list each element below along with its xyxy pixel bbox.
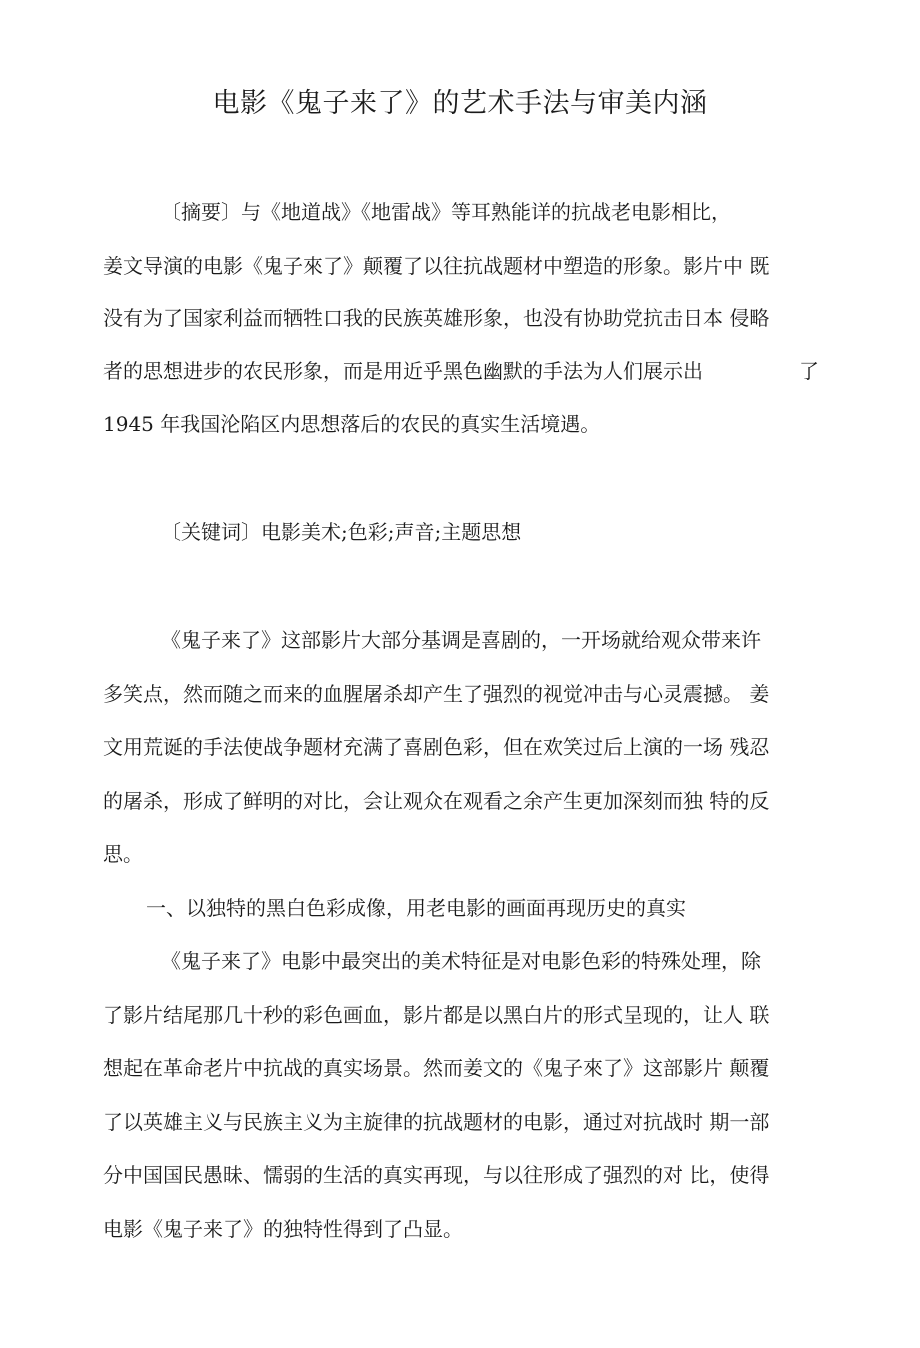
intro-line: 文用荒诞的手法使战争题材充满了喜剧色彩，但在欢笑过后上演的一场 残忍 <box>103 735 770 759</box>
abstract-line-tail: 了 <box>799 359 819 383</box>
abstract-line-text: 者的思想进步的农民形象，而是用近乎黑色幽默的手法为人们展示出 <box>103 359 703 383</box>
abstract-line: 〔摘要〕与《地道战》《地雷战》等耳熟能详的抗战老电影相比， <box>161 200 731 224</box>
intro-line: 的屠杀，形成了鲜明的对比，会让观众在观看之余产生更加深刻而独 特的反 <box>103 789 770 813</box>
document-title: 电影《鬼子来了》的艺术手法与审美内涵 <box>212 88 708 119</box>
keywords: 〔关键词〕电影美术;色彩;声音;主题思想 <box>161 520 522 544</box>
intro-line: 思。 <box>103 842 143 866</box>
section-body-line: 了影片结尾那几十秒的彩色画血，影片都是以黑白片的形式呈现的，让人 联 <box>103 1003 770 1027</box>
intro-line: 多笑点，然而随之而来的血腥屠杀却产生了强烈的视觉冲击与心灵震撼。 姜 <box>103 682 770 706</box>
abstract-line: 1945 年我国沦陷区内思想落后的农民的真实生活境遇。 <box>103 412 601 436</box>
intro-line: 《鬼子来了》这部影片大部分基调是喜剧的，一开场就给观众带来许 <box>161 628 761 652</box>
section-body-line: 电影《鬼子来了》的独特性得到了凸显。 <box>103 1217 463 1241</box>
section-body-line: 了以英雄主义与民族主义为主旋律的抗战题材的电影，通过对抗战时 期一部 <box>103 1110 770 1134</box>
section-body-line: 想起在革命老片中抗战的真实场景。然而姜文的《鬼子來了》这部影片 颠覆 <box>103 1056 770 1080</box>
abstract-line: 没有为了国家利益而牺牲口我的民族英雄形象，也没有协助党抗击日本 侵略 <box>103 306 770 330</box>
section-body-line: 《鬼子来了》电影中最突出的美术特征是对电影色彩的特殊处理，除 <box>161 949 761 973</box>
abstract-line <box>103 356 819 386</box>
section-heading: 一、以独特的黑白色彩成像，用老电影的画面再现历史的真实 <box>146 896 686 920</box>
abstract-line: 姜文导演的电影《鬼子來了》颠覆了以往抗战题材中塑造的形象。影片中 既 <box>103 254 770 278</box>
section-body-line: 分中国国民愚昧、懦弱的生活的真实再现，与以往形成了强烈的对 比，使得 <box>103 1163 770 1187</box>
